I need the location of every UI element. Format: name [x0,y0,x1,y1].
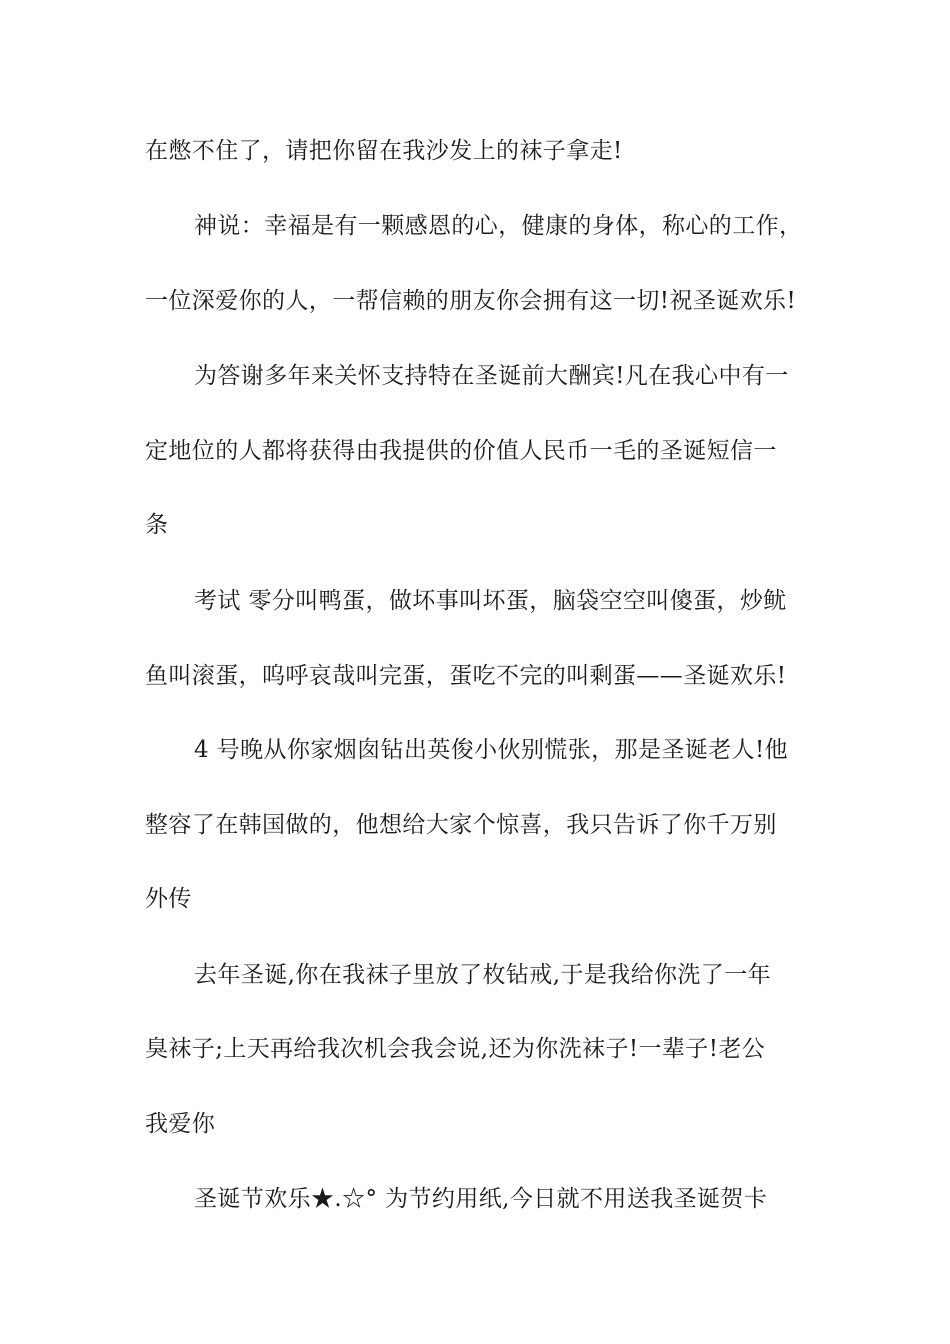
text-line: 一位深爱你的人，一帮信赖的朋友你会拥有这一切!祝圣诞欢乐! [145,288,797,314]
text-line: 整容了在韩国做的，他想给大家个惊喜，我只告诉了你千万别 [145,812,777,838]
text-line: 在憋不住了，请把你留在我沙发上的袜子拿走! [145,138,623,164]
paragraph-start-line: 神说：幸福是有一颗感恩的心，健康的身体，称心的工作， [194,213,803,239]
text-line: 定地位的人都将获得由我提供的价值人民币一毛的圣诞短信一 [145,438,777,464]
paragraph-start-line: 为答谢多年来关怀支持特在圣诞前大酬宾!凡在我心中有一 [194,363,789,389]
paragraph-start-line: 去年圣诞,你在我袜子里放了枚钻戒,于是我给你洗了一年 [194,962,772,988]
text-line: 外传 [145,886,192,912]
text-line: 条 [145,512,169,538]
paragraph-start-line: 圣诞节欢乐★.☆° 为节约用纸,今日就不用送我圣诞贺卡 [194,1186,768,1212]
text-line: 鱼叫滚蛋，呜呼哀哉叫完蛋，蛋吃不完的叫剩蛋——圣诞欢乐! [145,663,787,689]
text-line: 我爱你 [145,1111,216,1137]
text-line: 臭袜子;上天再给我次机会我会说,还为你洗袜子!一辈子!老公 [145,1036,766,1062]
paragraph-start-line: 考试 零分叫鸭蛋，做坏事叫坏蛋，脑袋空空叫傻蛋，炒鱿 [194,588,787,614]
paragraph-start-line: 4 号晚从你家烟囱钻出英俊小伙别慌张，那是圣诞老人!他 [194,737,788,763]
